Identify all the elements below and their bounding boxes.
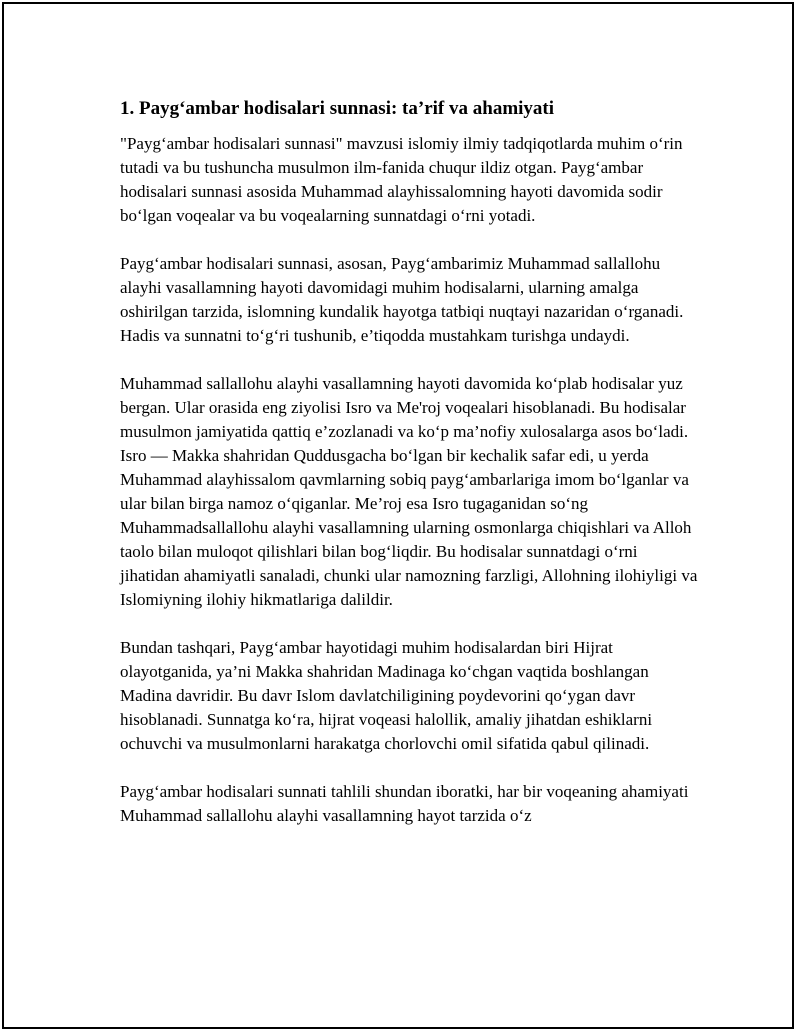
document-body bbox=[120, 96, 700, 852]
section-heading: 1. Payg‘ambar hodisalari sunnasi: ta’rif va ahamiyati bbox=[120, 98, 555, 119]
paragraph-4: Bundan tashqari, Payg‘ambar hayotidagi muhim hodisalardan biri Hijrat olayotganida, ya’ni Makka shahridan Madinaga ko‘chgan vaqtida boshlangan Madina davridir. Bu davr Islom davlatchiligining poydevorini qo‘ygan davr hisoblanadi. Sunnatga ko‘ra, hijrat voqeasi halollik, amaliy jihatdan eshiklarni ochuvchi va musulmonlarni harakatga chorlovchi omil sifatida qabul qilinadi. bbox=[120, 638, 653, 753]
paragraph-1: "Payg‘ambar hodisalari sunnasi" mavzusi islomiy ilmiy tadqiqotlarda muhim o‘rin tutadi va bu tushuncha musulmon ilm-fanida chuqur ildiz otgan. Payg‘ambar hodisalari sunnasi asosida Muhammad alayhissalomning hayoti davomida sodir bo‘lgan voqealar va bu voqealarning sunnatdagi o‘rni yotadi. bbox=[120, 134, 683, 225]
paragraph-3: Muhammad sallallohu alayhi vasallamning hayoti davomida ko‘plab hodisalar yuz bergan. Ular orasida eng ziyolisi Isro va Me'roj voqealari hisoblanadi. Bu hodisalar musulmon jamiyatida qattiq e’zozlanadi va ko‘p ma’nofiy xulosalarga asos bo‘ladi. Isro — Makka shahridan Quddusgacha bo‘lgan bir kechalik safar edi, u yerda Muhammad alayhissalom qavmlarning sobiq payg‘ambarlariga imom bo‘lganlar va ular bilan birga namoz o‘qiganlar. Me’roj esa Isro tugaganidan so‘ng Muhammadsallallohu alayhi vasallamning ularning osmonlarga chiqishlari va Alloh taolo bilan muloqot qilishlari bilan bog‘liqdir. Bu hodisalar sunnatdagi o‘rni jihatidan ahamiyatli sanaladi, chunki ular namozning farzligi, Allohning ilohiyligi va Islomiyning ilohiy hikmatlariga dalildir. bbox=[120, 374, 698, 609]
paragraph-5: Payg‘ambar hodisalari sunnati tahlili shundan iboratki, har bir voqeaning ahamiyati Muhammad sallallohu alayhi vasallamning hayot tarzida o‘z bbox=[120, 782, 689, 825]
paragraph-2: Payg‘ambar hodisalari sunnasi, asosan, Payg‘ambarimiz Muhammad sallallohu alayhi vasallamning hayoti davomidagi muhim hodisalarni, ularning amalga oshirilgan tarzida, islomning kundalik hayotga tatbiqi nuqtayi nazaridan o‘rganadi. Hadis va sunnatni to‘g‘ri tushunib, e’tiqodda mustahkam turishga undaydi. bbox=[120, 254, 684, 345]
document-page bbox=[2, 2, 794, 1029]
